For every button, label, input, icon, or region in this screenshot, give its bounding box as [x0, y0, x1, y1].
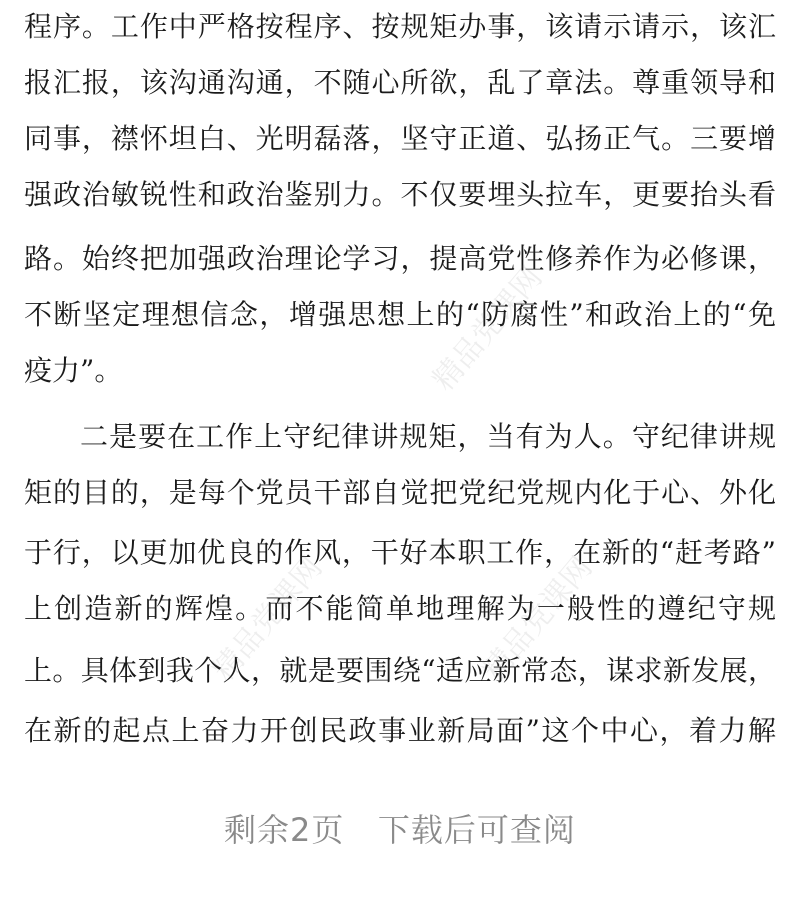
text-line: 上。具体到我个人，就是要围绕“适应新常态，谋求新发展， — [24, 654, 776, 687]
text-line: 疫力”。 — [24, 354, 123, 387]
text-line: 报汇报，该沟通沟通，不随心所欲，乱了章法。尊重领导和 — [24, 66, 776, 99]
text-line: 程序。工作中严格按程序、按规矩办事，该请示请示，该汇 — [24, 10, 776, 43]
text-line: 于行，以更加优良的作风，干好本职工作，在新的“赶考路” — [24, 536, 776, 569]
paragraph-first-line: 二是要在工作上守纪律讲规矩，当有为人。守纪律讲规 — [80, 420, 776, 453]
text-line: 不断坚定理想信念，增强思想上的“防腐性”和政治上的“免 — [24, 298, 776, 331]
text-line: 路。始终把加强政治理论学习，提高党性修养作为必修课， — [24, 242, 776, 275]
watermark: 精品党课网 — [426, 260, 550, 398]
watermark: 精品党课网 — [206, 550, 330, 688]
text-line: 矩的目的，是每个党员干部自觉把党纪党规内化于心、外化 — [24, 476, 776, 509]
text-line: 上创造新的辉煌。而不能简单地理解为一般性的遵纪守规 — [24, 592, 776, 625]
remaining-pages-label: 剩余2页 下载后可查阅 — [224, 811, 576, 849]
text-line: 同事，襟怀坦白、光明磊落，坚守正道、弘扬正气。三要增 — [24, 122, 776, 155]
remaining-pages-download-banner[interactable] — [0, 780, 800, 876]
text-line: 在新的起点上奋力开创民政事业新局面”这个中心，着力解 — [24, 714, 776, 747]
watermark: 精品党课网 — [476, 550, 600, 688]
text-line: 强政治敏锐性和政治鉴别力。不仅要埋头拉车，更要抬头看 — [24, 178, 776, 211]
